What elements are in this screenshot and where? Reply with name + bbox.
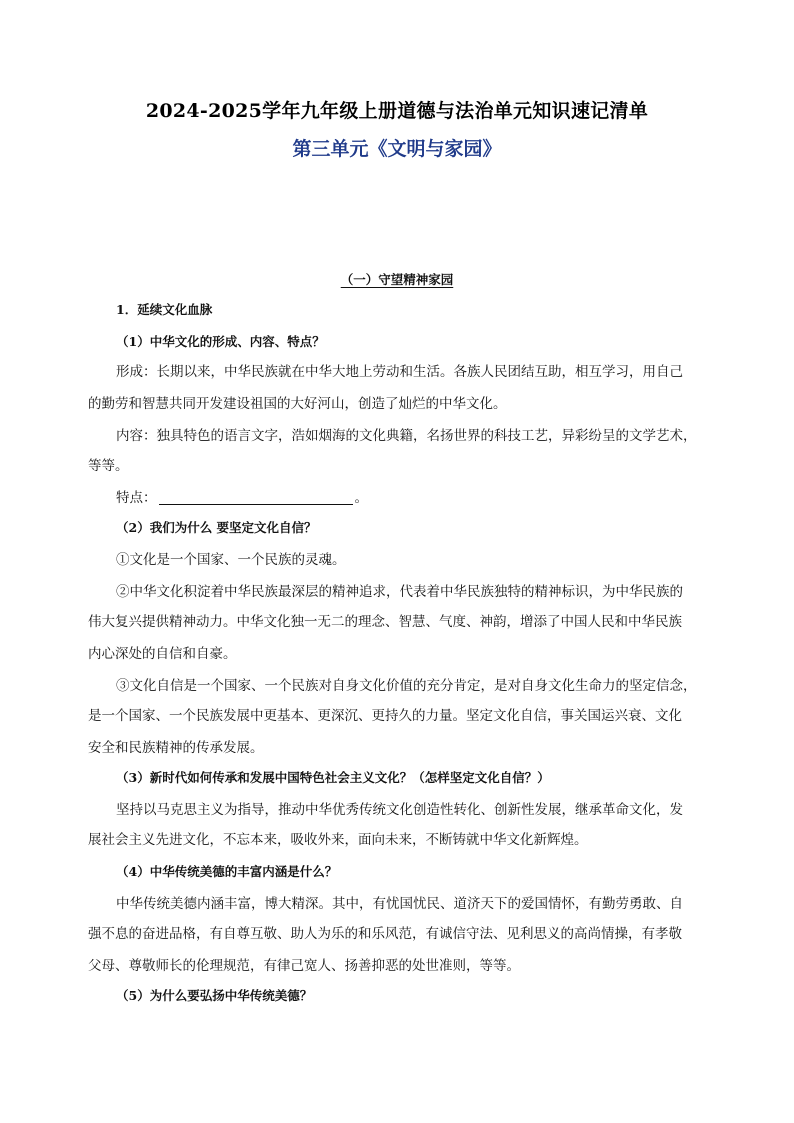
topic-heading: 1．延续文化血脉 <box>116 302 213 317</box>
answer-line: 内容：独具特色的语言文字，浩如烟海的文化典籍，名扬世界的科技工艺，异彩纷呈的文学艺术， <box>116 428 697 444</box>
answer-line: 强不息的奋进品格，有自尊互敬、助人为乐的和乐风范，有诚信守法、见利思义的高尚情操，有孝敬 <box>88 926 682 942</box>
answer-line: 内心深处的自信和自豪。 <box>88 646 237 662</box>
answer-line: 伟大复兴提供精神动力。中华文化独一无二的理念、智慧、气度、神韵，增添了中国人民和中华民族 <box>88 614 682 630</box>
answer-line: 父母、尊敬师长的伦理规范，有律己宽人、扬善抑恶的处世准则，等等。 <box>88 958 520 974</box>
question-3: （3）新时代如何传承和发展中国特色社会主义文化？（怎样坚定文化自信？） <box>116 770 550 785</box>
question-4: （4）中华传统美德的丰富内涵是什么？ <box>116 864 338 879</box>
answer-line: 的勤劳和智慧共同开发建设祖国的大好河山，创造了灿烂的中华文化。 <box>88 396 507 412</box>
answer-line: ①文化是一个国家、一个民族的灵魂。 <box>116 552 346 568</box>
feature-fill-in: 特点： 。 <box>116 490 368 506</box>
answer-line: 等等。 <box>88 458 129 474</box>
answer-line: 展社会主义先进文化，不忘本来，吸收外来，面向未来，不断铸就中华文化新辉煌。 <box>88 832 588 848</box>
answer-line: 坚持以马克思主义为指导，推动中华优秀传统文化创造性转化、创新性发展，继承革命文化，发 <box>116 802 683 818</box>
document-title: 2024-2025学年九年级上册道德与法治单元知识速记清单 <box>145 100 649 122</box>
answer-line: ③文化自信是一个国家、一个民族对自身文化价值的充分肯定，是对自身文化生命力的坚定信念， <box>116 678 697 694</box>
fill-in-blank[interactable] <box>159 490 353 505</box>
answer-line: ②中华文化积淀着中华民族最深层的精神追求，代表着中华民族独特的精神标识，为中华民族的 <box>116 584 683 600</box>
answer-line: 是一个国家、一个民族发展中更基本、更深沉、更持久的力量。坚定文化自信，事关国运兴衰、文化 <box>88 708 682 724</box>
question-5: （5）为什么要弘扬中华传统美德？ <box>116 988 313 1003</box>
question-2: （2）我们为什么 要坚定文化自信？ <box>116 520 317 535</box>
question-1: （1）中华文化的形成、内容、特点？ <box>116 334 325 349</box>
answer-line: 中华传统美德内涵丰富，博大精深。其中，有忧国忧民、道济天下的爱国情怀，有勤劳勇敢、自 <box>116 896 683 912</box>
section-heading: （一）守望精神家园 <box>340 272 454 287</box>
unit-subtitle: 第三单元《文明与家园》 <box>292 138 502 160</box>
answer-line: 形成：长期以来，中华民族就在中华大地上劳动和生活。各族人民团结互助，相互学习，用自己 <box>116 364 683 380</box>
answer-line: 安全和民族精神的传承发展。 <box>88 740 264 756</box>
